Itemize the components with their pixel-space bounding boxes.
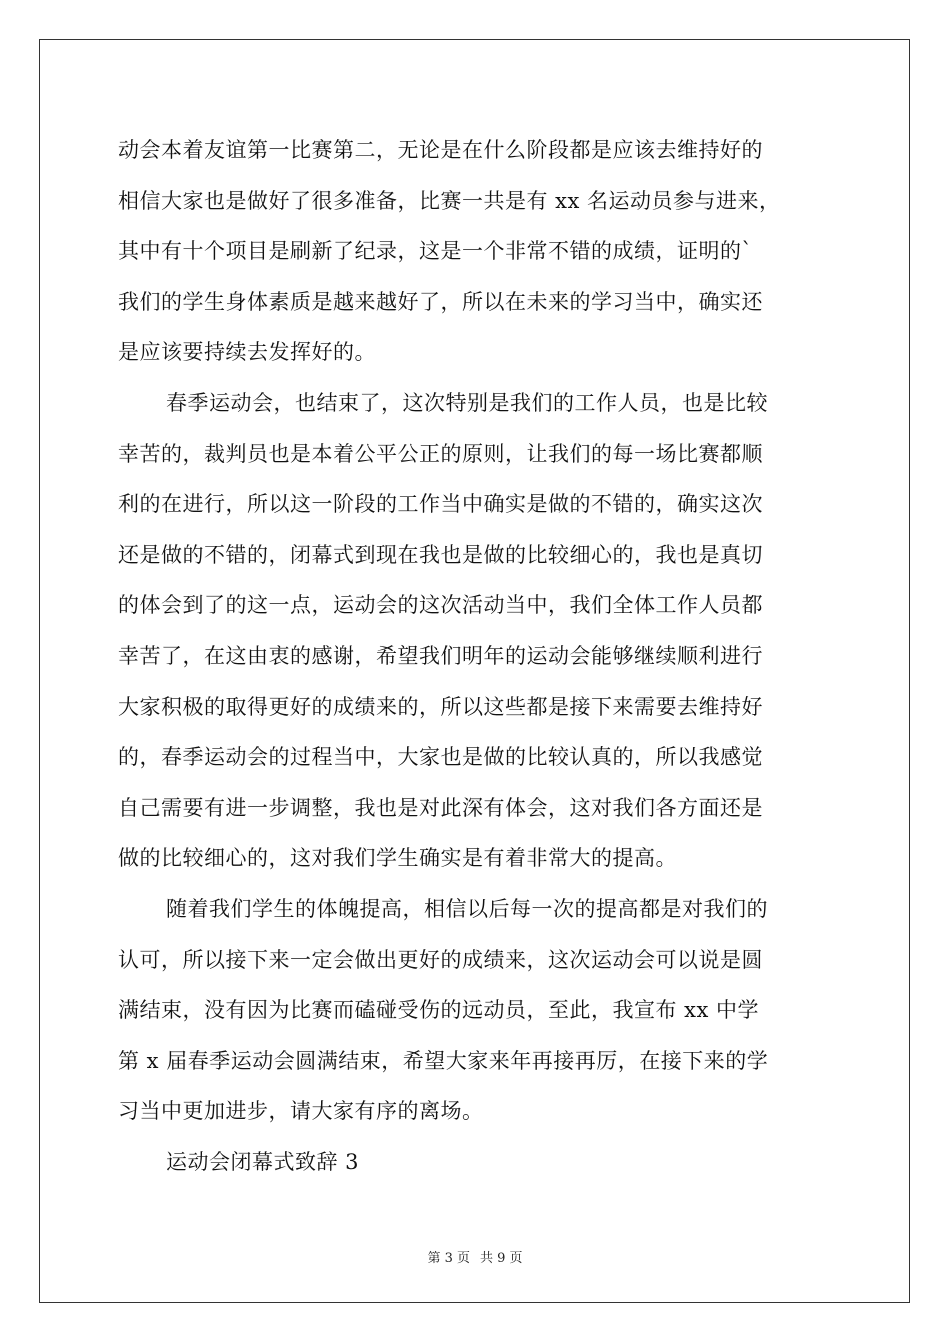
text-line: 习当中更加进步，请大家有序的离场。 bbox=[118, 1099, 484, 1124]
text-line: 其中有十个项目是刷新了纪录，这是一个非常不错的成绩，证明的` bbox=[118, 239, 753, 264]
text-line: 大家积极的取得更好的成绩来的，所以这些都是接下来需要去维持好 bbox=[118, 694, 763, 719]
text-line: 做的比较细心的，这对我们学生确实是有着非常大的提高。 bbox=[118, 846, 677, 871]
text-line: 是应该要持续去发挥好的。 bbox=[118, 340, 376, 365]
text-line: 我们的学生身体素质是越来越好了，所以在未来的学习当中，确实还 bbox=[118, 289, 763, 314]
text-line: 的，春季运动会的过程当中，大家也是做的比较认真的，所以我感觉 bbox=[118, 745, 763, 770]
document-body bbox=[118, 125, 838, 1187]
paragraph-start-line: 春季运动会，也结束了，这次特别是我们的工作人员，也是比较 bbox=[166, 390, 768, 415]
text-line: 的体会到了的这一点，运动会的这次活动当中，我们全体工作人员都 bbox=[118, 593, 763, 618]
paragraph-start-line: 随着我们学生的体魄提高，相信以后每一次的提高都是对我们的 bbox=[166, 896, 768, 921]
page-footer bbox=[0, 1247, 950, 1266]
text-line: 自己需要有进一步调整，我也是对此深有体会，这对我们各方面还是 bbox=[118, 795, 763, 820]
text-line: 满结束，没有因为比赛而磕碰受伤的远动员，至此，我宣布 xx 中学 bbox=[118, 998, 760, 1023]
text-line: 认可，所以接下来一定会做出更好的成绩来，这次运动会可以说是圆 bbox=[118, 947, 763, 972]
section-heading: 运动会闭幕式致辞 3 bbox=[166, 1149, 360, 1174]
page-total: 共 9 页 bbox=[480, 1251, 523, 1266]
text-line: 利的在进行，所以这一阶段的工作当中确实是做的不错的，确实这次 bbox=[118, 492, 763, 517]
text-line: 还是做的不错的，闭幕式到现在我也是做的比较细心的，我也是真切 bbox=[118, 542, 763, 567]
page-number: 第 3 页 bbox=[427, 1251, 470, 1266]
text-line: 幸苦了，在这由衷的感谢，希望我们明年的运动会能够继续顺利进行 bbox=[118, 643, 763, 668]
text-line: 动会本着友谊第一比赛第二，无论是在什么阶段都是应该去维持好的 bbox=[118, 138, 763, 162]
text-line: 相信大家也是做好了很多准备，比赛一共是有 xx 名运动员参与进来， bbox=[118, 188, 781, 213]
text-line: 幸苦的，裁判员也是本着公平公正的原则，让我们的每一场比赛都顺 bbox=[118, 441, 763, 466]
text-line: 第 x 届春季运动会圆满结束，希望大家来年再接再厉，在接下来的学 bbox=[118, 1048, 769, 1073]
